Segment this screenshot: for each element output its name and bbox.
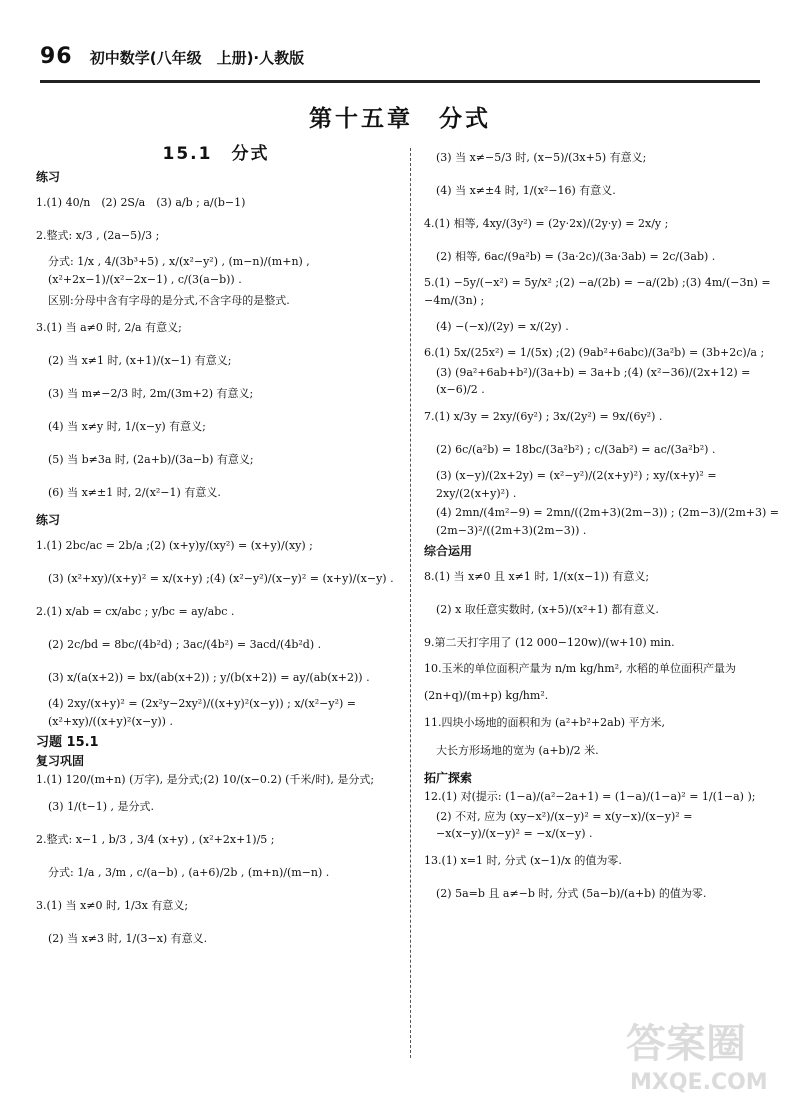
review-heading: 复习巩固 <box>36 754 85 769</box>
answer-line: 大长方形场地的宽为 (a+b)/2 米. <box>436 743 599 757</box>
answer-line: 11.四块小场地的面积和为 (a²+b²+2ab) 平方米, <box>424 716 666 730</box>
book-title: 初中数学(八年级 上册)·人教版 <box>89 49 305 67</box>
answer-line: (2) 当 x≠1 时, (x+1)/(x−1) 有意义; <box>48 354 232 368</box>
section-title: 15.1 分式 <box>162 144 270 164</box>
answer-line: (2n+q)/(m+p) kg/hm². <box>424 688 549 702</box>
answer-line: (2) 5a=b 且 a≠−b 时, 分式 (5a−b)/(a+b) 的值为零. <box>436 886 707 900</box>
answer-line: 5.(1) −5y/(−x²) = 5y/x² ;(2) −a/(2b) = −a/(2b) ;(3) 4m/(−3n) = −4m/(3n) ; <box>424 276 771 307</box>
header-rule <box>40 80 760 83</box>
answer-line: (2) 相等, 6ac/(9a²b) = (3a·2c)/(3a·3ab) = 2c/(3ab) . <box>436 250 716 263</box>
answer-line: 4.(1) 相等, 4xy/(3y²) = (2y·2x)/(2y·y) = 2x/y ; <box>424 217 669 230</box>
practice-heading-2: 练习 <box>36 513 61 528</box>
answer-line: 1.(1) 120/(m+n) (万字), 是分式;(2) 10/(x−0.2) (千米/时), 是分式; <box>36 773 375 787</box>
comprehensive-heading: 综合运用 <box>424 544 473 559</box>
practice-heading-1: 练习 <box>36 170 61 184</box>
answer-line: (4) 当 x≠±4 时, 1/(x²−16) 有意义. <box>436 184 616 197</box>
exercise-heading: 习题 15.1 <box>36 735 99 751</box>
answer-line: (5) 当 b≠3a 时, (2a+b)/(3a−b) 有意义; <box>48 453 254 467</box>
answer-line: (3) 当 x≠−5/3 时, (x−5)/(3x+5) 有意义; <box>436 151 647 164</box>
answer-line: (4) 2mn/(4m²−9) = 2mn/((2m+3)(2m−3)) ; (2m−3)/(2m+3) = (2m−3)²/((2m+3)(2m−3)) . <box>436 506 779 537</box>
page-header <box>40 44 304 69</box>
answer-line: (2) x 取任意实数时, (x+5)/(x²+1) 都有意义. <box>436 603 659 617</box>
answer-line: 7.(1) x/3y = 2xy/(6y²) ; 3x/(2y²) = 9x/(6y²) . <box>424 409 663 423</box>
answer-line: 2.整式: x−1 , b/3 , 3/4 (x+y) , (x²+2x+1)/5 ; <box>36 832 275 846</box>
answer-line: 12.(1) 对(提示: (1−a)/(a²−2a+1) = (1−a)/(1−a)² = 1/(1−a) ); <box>424 789 756 803</box>
answer-line: (2) 2c/bd = 8bc/(4b²d) ; 3ac/(4b²) = 3acd/(4b²d) . <box>48 638 322 652</box>
answer-line: 13.(1) x=1 时, 分式 (x−1)/x 的值为零. <box>424 853 622 867</box>
answer-line: (3) 当 m≠−2/3 时, 2m/(3m+2) 有意义; <box>48 387 254 401</box>
right-column <box>424 140 779 911</box>
watermark-url: MXQE.COM <box>630 1070 768 1095</box>
answer-line: 区别:分母中含有字母的是分式,不含字母的是整式. <box>48 293 290 307</box>
column-divider <box>410 148 411 1058</box>
answer-line: (2) 不对, 应为 (xy−x²)/(x−y)² = x(y−x)/(x−y)² = −x(x−y)/(x−y)² = −x/(x−y) . <box>436 809 693 841</box>
answer-line: 2.(1) x/ab = cx/abc ; y/bc = ay/abc . <box>36 605 235 619</box>
answer-line: 1.(1) 40/n (2) 2S/a (3) a/b ; a/(b−1) <box>36 196 246 209</box>
answer-line: 2.整式: x/3 , (2a−5)/3 ; <box>36 229 160 242</box>
answer-line: (3) 1/(t−1) , 是分式. <box>48 799 154 813</box>
watermark-logo <box>618 1007 778 1097</box>
left-column <box>36 140 396 956</box>
answer-line: 3.(1) 当 a≠0 时, 2/a 有意义; <box>36 321 182 335</box>
answer-line: 分式: 1/x , 4/(3b³+5) , x/(x²−y²) , (m−n)/(m+n) , (x²+2x−1)/(x²−2x−1) , c/(3(a−b)) . <box>48 255 310 286</box>
chapter-title: 第十五章 分式 <box>309 106 491 132</box>
answer-line: 9.第二天打字用了 (12 000−120w)/(w+10) min. <box>424 636 675 650</box>
answer-line: (4) −(−x)/(2y) = x/(2y) . <box>436 320 569 334</box>
answer-line: (6) 当 x≠±1 时, 2/(x²−1) 有意义. <box>48 486 221 500</box>
answer-line: 分式: 1/a , 3/m , c/(a−b) , (a+6)/2b , (m+n)/(m−n) . <box>48 865 330 879</box>
answer-line: 3.(1) 当 x≠0 时, 1/3x 有意义; <box>36 898 189 912</box>
answer-line: 6.(1) 5x/(25x²) = 1/(5x) ;(2) (9ab²+6abc)/(3a²b) = (3b+2c)/a ; <box>424 346 765 360</box>
answer-line: (3) (x−y)/(2x+2y) = (x²−y²)/(2(x+y)²) ; xy/(x+y)² = 2xy/(2(x+y)²) . <box>436 468 717 500</box>
answer-line: (3) x/(a(x+2)) = bx/(ab(x+2)) ; y/(b(x+2)) = ay/(ab(x+2)) . <box>48 671 370 685</box>
extension-heading: 拓广探索 <box>424 770 473 785</box>
answer-line: 1.(1) 2bc/ac = 2b/a ;(2) (x+y)y/(xy²) = (x+y)/(xy) ; <box>36 539 313 553</box>
page-number: 96 <box>40 44 73 69</box>
answer-line: (3) (9a²+6ab+b²)/(3a+b) = 3a+b ;(4) (x²−36)/(2x+12) = (x−6)/2 . <box>436 365 751 397</box>
answer-line: (2) 当 x≠3 时, 1/(3−x) 有意义. <box>48 931 208 945</box>
watermark-text: 答案圈 <box>626 1021 746 1067</box>
answer-line: (3) (x²+xy)/(x+y)² = x/(x+y) ;(4) (x²−y²)/(x−y)² = (x+y)/(x−y) . <box>48 572 394 586</box>
answer-line: (4) 当 x≠y 时, 1/(x−y) 有意义; <box>48 420 206 434</box>
answer-line: (2) 6c/(a²b) = 18bc/(3a²b²) ; c/(3ab²) = ac/(3a²b²) . <box>436 442 716 456</box>
answer-line: 10.玉米的单位面积产量为 n/m kg/hm², 水稻的单位面积产量为 <box>424 662 737 676</box>
answer-line: (4) 2xy/(x+y)² = (2x²y−2xy²)/((x+y)²(x−y)) ; x/(x²−y²) = (x²+xy)/((x+y)²(x−y)) . <box>48 697 356 728</box>
answer-line: 8.(1) 当 x≠0 且 x≠1 时, 1/(x(x−1)) 有意义; <box>424 570 650 584</box>
